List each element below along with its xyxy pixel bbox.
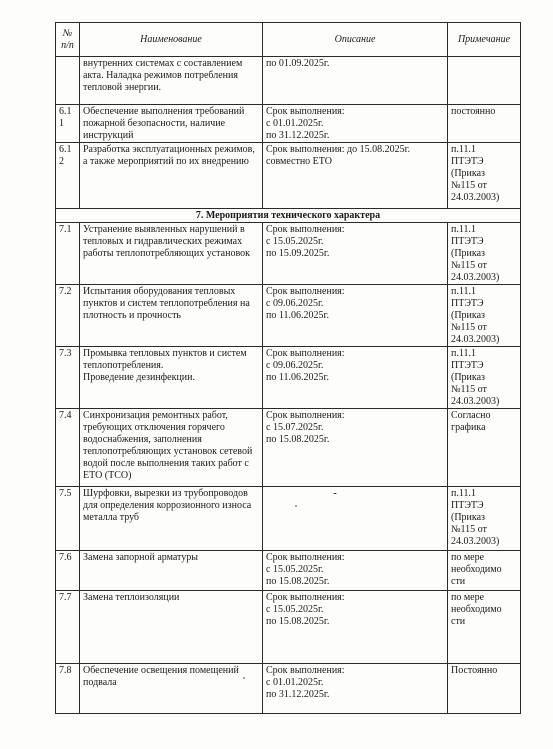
row-name: Промывка тепловых пунктов и систем теплопотребления. Проведение дезинфекции. (80, 347, 263, 409)
row-note: п.11.1 ПТЭТЭ (Приказ №115 от 24.03.2003) (448, 487, 521, 551)
row-name: Обеспечение выполнения требований пожарной безопасности, наличие инструкций (80, 105, 263, 143)
row-number: 7.3 (56, 347, 80, 409)
table-row (56, 487, 521, 551)
row-number: 7.4 (56, 409, 80, 487)
table-header-row (56, 23, 521, 57)
row-description: Срок выполнения: с 15.05.2025г. по 15.09.2025г. (263, 223, 448, 285)
row-note: по мере необходимо сти (448, 591, 521, 664)
empty-dash: - (333, 488, 337, 499)
row-name: Синхронизация ремонтных работ, требующих отключения горячего водоснабжения, заполнения теплопотребляющих установок сетевой водой после выполнения таких работ с ЕТО (ТСО) (80, 409, 263, 487)
row-name: Шурфовки, вырезки из трубопроводов для определения коррозионного износа металла труб (80, 487, 263, 551)
table-row (56, 591, 521, 664)
row-description: Срок выполнения: с 01.01.2025г. по 31.12.2025г. (263, 105, 448, 143)
table-row (56, 664, 521, 714)
row-description: Срок выполнения: с 15.07.2025г. по 15.08.2025г. (263, 409, 448, 487)
header-description: Описание (263, 23, 448, 57)
row-number: 7.6 (56, 551, 80, 591)
table-row (56, 57, 521, 105)
section-title: 7. Мероприятия технического характера (56, 209, 521, 223)
row-name: Замена теплоизоляции (80, 591, 263, 664)
row-name: Обеспечение освещения помещений подвала (80, 664, 263, 714)
row-note: Постоянно (448, 664, 521, 714)
row-number (56, 57, 80, 105)
row-description: Срок выполнения: с 15.05.2025г. по 15.08.2025г. (263, 551, 448, 591)
table-row (56, 105, 521, 143)
row-name: Замена запорной арматуры (80, 551, 263, 591)
header-number: № п/п (56, 23, 80, 57)
table-row (56, 143, 521, 209)
row-note: по мере необходимо сти (448, 551, 521, 591)
row-description: Срок выполнения: с 15.05.2025г. по 15.08.2025г. (263, 591, 448, 664)
row-number: 7.2 (56, 285, 80, 347)
row-number: 7.1 (56, 223, 80, 285)
scan-speck (243, 677, 245, 679)
measures-table (55, 22, 521, 714)
header-note: Примечание (448, 23, 521, 57)
row-name: Устранение выявленных нарушений в тепловых и гидравлических режимах работы теплопотребляющих установок (80, 223, 263, 285)
row-number: 7.7 (56, 591, 80, 664)
table-row (56, 285, 521, 347)
section-row (56, 209, 521, 223)
table-row (56, 223, 521, 285)
row-number: 6.12 (56, 143, 80, 209)
row-note: Согласно графика (448, 409, 521, 487)
row-description: по 01.09.2025г. (263, 57, 448, 105)
header-name: Наименование (80, 23, 263, 57)
row-number: 7.8 (56, 664, 80, 714)
row-note: п.11.1 ПТЭТЭ (Приказ №115 от 24.03.2003) (448, 347, 521, 409)
row-description: Срок выполнения: с 01.01.2025г. по 31.12.2025г. (263, 664, 448, 714)
row-note: п.11.1 ПТЭТЭ (Приказ №115 от 24.03.2003) (448, 223, 521, 285)
scan-speck (295, 505, 297, 507)
table-row (56, 409, 521, 487)
row-name: Испытания оборудования тепловых пунктов и систем теплопотребления на плотность и прочность (80, 285, 263, 347)
row-note: постоянно (448, 105, 521, 143)
row-number: 7.5 (56, 487, 80, 551)
row-note: п.11.1 ПТЭТЭ (Приказ №115 от 24.03.2003) (448, 285, 521, 347)
row-description (263, 487, 448, 551)
row-number: 6.11 (56, 105, 80, 143)
row-description: Срок выполнения: с 09.06.2025г. по 11.06.2025г. (263, 285, 448, 347)
row-note: п.11.1 ПТЭТЭ (Приказ №115 от 24.03.2003) (448, 143, 521, 209)
row-name: внутренних системах с составлением акта. Наладка режимов потребления тепловой энергии. (80, 57, 263, 105)
row-description: Срок выполнения: до 15.08.2025г. совместно ЕТО (263, 143, 448, 209)
table-row (56, 347, 521, 409)
row-note (448, 57, 521, 105)
row-name: Разработка эксплуатационных режимов, а также мероприятий по их внедрению (80, 143, 263, 209)
row-description: Срок выполнения: с 09.06.2025г. по 11.06.2025г. (263, 347, 448, 409)
table-row (56, 551, 521, 591)
